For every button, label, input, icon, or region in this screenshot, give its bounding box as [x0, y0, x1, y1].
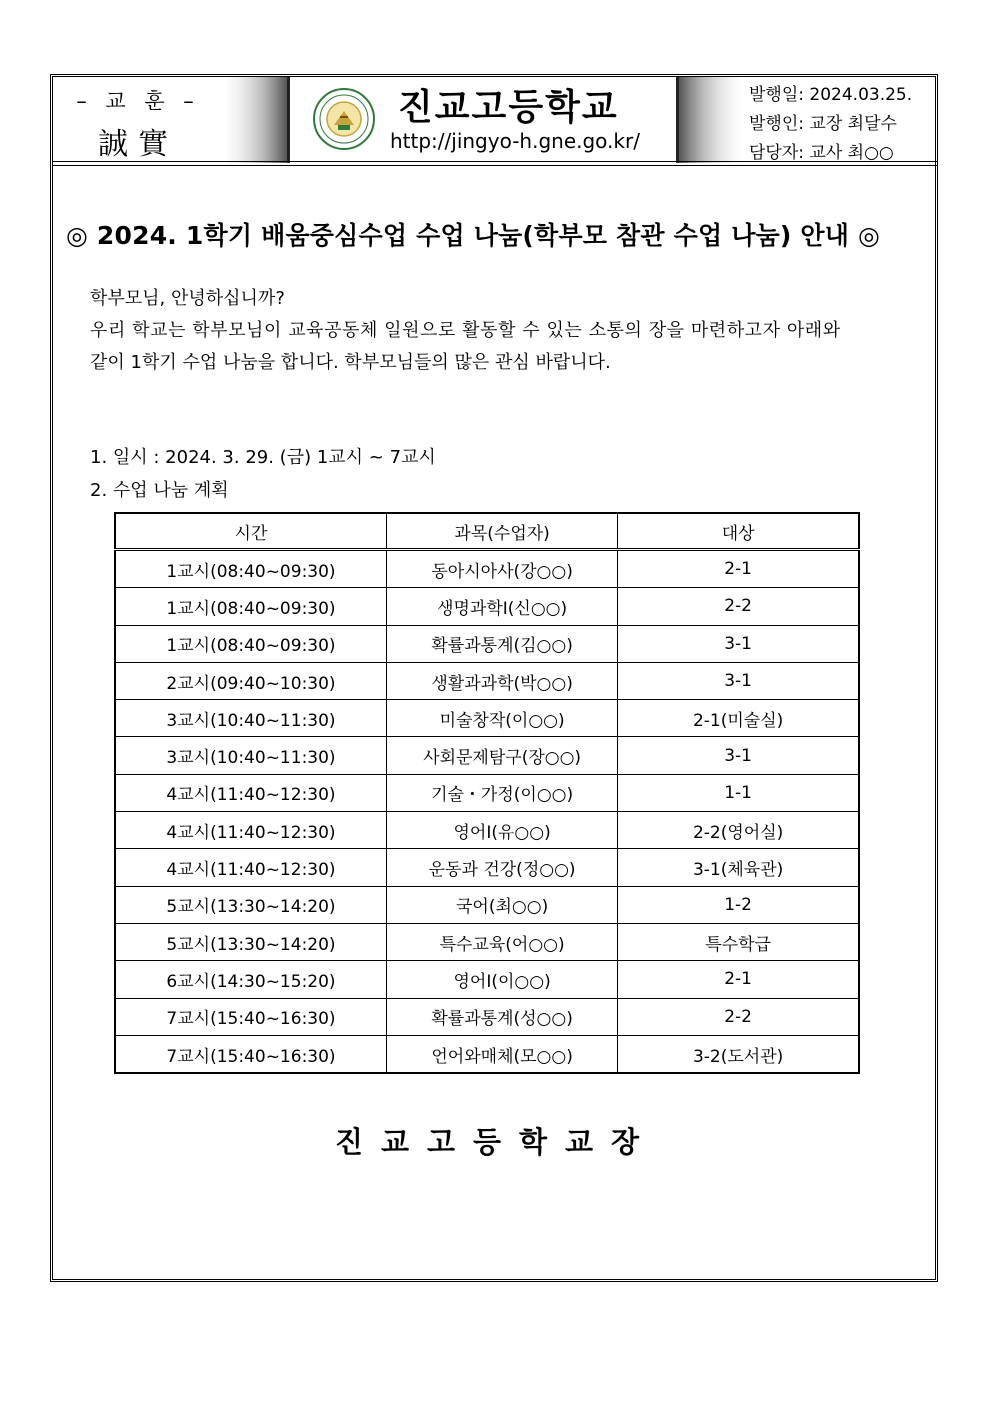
table-row — [115, 886, 859, 923]
schedule-date: 1. 일시 : 2024. 3. 29. (금) 1교시 ~ 7교시 — [90, 447, 436, 468]
letterhead — [53, 77, 938, 163]
cell-time: 4교시(11:40~12:30) — [115, 774, 386, 811]
notice-title: ◎ 2024. 1학기 배움중심수업 수업 나눔(학부모 참관 수업 나눔) 안내 ◎ — [66, 221, 881, 250]
table-row — [115, 849, 859, 886]
cell-subject: 특수교육(어○○) — [386, 923, 617, 960]
cell-time: 3교시(10:40~11:30) — [115, 737, 386, 774]
motto-label: – 교 훈 – — [76, 89, 200, 113]
header-time: 시간 — [115, 513, 386, 550]
header-target: 대상 — [618, 513, 859, 550]
cell-target: 특수학급 — [618, 923, 859, 960]
school-title-box — [287, 77, 679, 163]
cell-subject: 사회문제탐구(장○○) — [386, 737, 617, 774]
header-divider — [53, 161, 938, 166]
body-line-2: 같이 1학기 수업 나눔을 합니다. 학부모님들의 많은 관심 바랍니다. — [90, 352, 611, 373]
cell-target: 2-2 — [618, 588, 859, 625]
cell-subject: 국어(최○○) — [386, 886, 617, 923]
cell-time: 7교시(15:40~16:30) — [115, 998, 386, 1035]
body-line-1: 우리 학교는 학부모님이 교육공동체 일원으로 활동할 수 있는 소통의 장을 마련하고자 아래와 — [90, 320, 841, 341]
cell-target: 1-2 — [618, 886, 859, 923]
table-row — [115, 700, 859, 737]
motto-text: 誠實 — [98, 127, 178, 162]
cell-subject: 영어Ⅰ(이○○) — [386, 961, 617, 998]
publisher: 발행인: 교장 최달수 — [749, 114, 897, 134]
cell-target: 3-1(체육관) — [618, 849, 859, 886]
cell-target: 3-1 — [618, 625, 859, 662]
cell-time: 4교시(11:40~12:30) — [115, 812, 386, 849]
cell-subject: 생활과과학(박○○) — [386, 662, 617, 699]
greeting: 학부모님, 안녕하십니까? — [90, 288, 285, 309]
cell-subject: 미술창작(이○○) — [386, 700, 617, 737]
table-row — [115, 812, 859, 849]
school-motto — [53, 77, 223, 163]
header-subject: 과목(수업자) — [386, 513, 617, 550]
cell-time: 6교시(14:30~15:20) — [115, 961, 386, 998]
cell-target: 2-1 — [618, 550, 859, 588]
cell-time: 1교시(08:40~09:30) — [115, 588, 386, 625]
cell-subject: 확률과통계(성○○) — [386, 998, 617, 1035]
cell-subject: 언어와매체(모○○) — [386, 1035, 617, 1073]
school-name: 진교고등학교 — [398, 87, 619, 128]
cell-time: 7교시(15:40~16:30) — [115, 1035, 386, 1073]
cell-time: 5교시(13:30~14:20) — [115, 923, 386, 960]
cell-subject: 영어Ⅰ(유○○) — [386, 812, 617, 849]
cell-target: 2-1(미술실) — [618, 700, 859, 737]
cell-subject: 생명과학Ⅰ(신○○) — [386, 588, 617, 625]
cell-target: 3-1 — [618, 662, 859, 699]
principal-signature: 진교고등학교장 — [334, 1125, 658, 1159]
cell-target: 1-1 — [618, 774, 859, 811]
cell-time: 3교시(10:40~11:30) — [115, 700, 386, 737]
cell-time: 1교시(08:40~09:30) — [115, 550, 386, 588]
cell-target: 2-1 — [618, 961, 859, 998]
school-url-link[interactable]: http://jingyo-h.gne.go.kr/ — [390, 129, 640, 153]
cell-subject: 기술・가정(이○○) — [386, 774, 617, 811]
school-emblem-icon — [312, 87, 376, 151]
publication-info — [745, 77, 938, 163]
cell-subject: 동아시아사(강○○) — [386, 550, 617, 588]
publish-date: 발행일: 2024.03.25. — [749, 85, 913, 105]
table-row — [115, 550, 859, 588]
gradient-bar-left — [225, 77, 287, 163]
table-row — [115, 998, 859, 1035]
table-row — [115, 662, 859, 699]
table-row — [115, 625, 859, 662]
cell-target: 2-2 — [618, 998, 859, 1035]
table-row — [115, 961, 859, 998]
cell-time: 2교시(09:40~10:30) — [115, 662, 386, 699]
table-row — [115, 774, 859, 811]
cell-time: 1교시(08:40~09:30) — [115, 625, 386, 662]
cell-target: 2-2(영어실) — [618, 812, 859, 849]
table-row — [115, 588, 859, 625]
cell-subject: 운동과 건강(정○○) — [386, 849, 617, 886]
cell-subject: 확률과통계(김○○) — [386, 625, 617, 662]
table-row — [115, 737, 859, 774]
table-header-row — [115, 513, 859, 550]
table-row — [115, 923, 859, 960]
contact-person: 담당자: 교사 최○○ — [749, 143, 894, 163]
cell-target: 3-1 — [618, 737, 859, 774]
plan-heading: 2. 수업 나눔 계획 — [90, 480, 229, 501]
cell-target: 3-2(도서관) — [618, 1035, 859, 1073]
cell-time: 4교시(11:40~12:30) — [115, 849, 386, 886]
class-sharing-table — [114, 512, 860, 1074]
table-row — [115, 1035, 859, 1073]
cell-time: 5교시(13:30~14:20) — [115, 886, 386, 923]
gradient-bar-right — [679, 77, 741, 163]
